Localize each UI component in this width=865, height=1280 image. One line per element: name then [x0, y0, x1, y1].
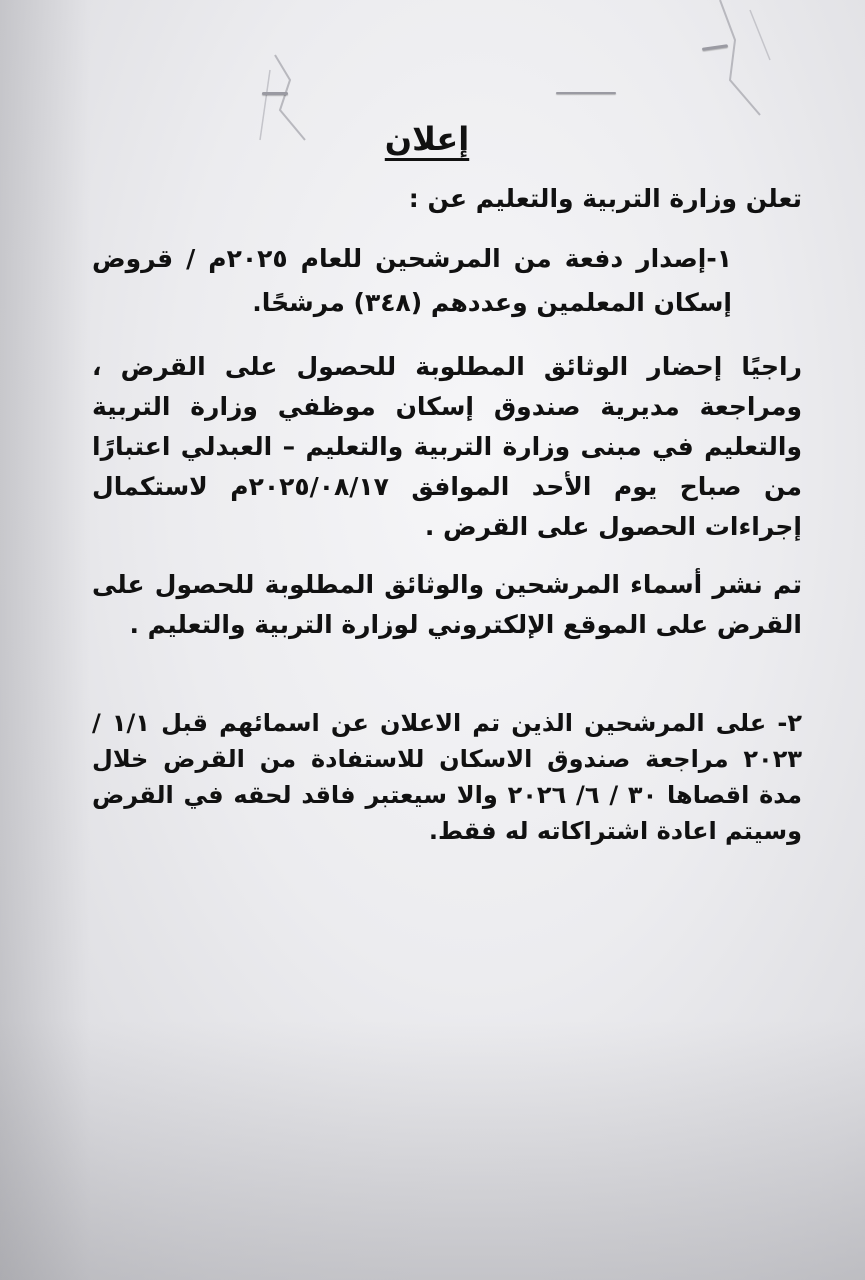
paper-shadow-bottom: [0, 1020, 865, 1280]
paper-tear-right-icon: [700, 0, 780, 120]
announcement-intro: تعلن وزارة التربية والتعليم عن :: [408, 184, 802, 213]
staple-mark-left: [262, 92, 288, 95]
announcement-paragraph-1: راجيًا إحضار الوثائق المطلوبة للحصول على القرض ، ومراجعة مديرية صندوق إسكان موظفي وزارة التربية والتعليم في مبنى وزارة التربية والتعليم – العبدلي اعتبارًا من صباح يوم الأحد الموافق ٢٠٢٥/٠٨/١٧م لاستكمال إجراءات الحصول على القرض .: [92, 352, 802, 541]
staple-mark-center: [556, 92, 616, 94]
announcement-title: إعلان: [384, 120, 470, 158]
announcement-item-2: ٢- على المرشحين الذين تم الاعلان عن اسمائهم قبل ١/١ /٢٠٢٣ مراجعة صندوق الاسكان للاستفادة من القرض خلال مدة اقصاها ٣٠ / ٦/ ٢٠٢٦ والا سيعتبر فاقد لحقه في القرض وسيتم اعادة اشتراكاته له فقط.: [92, 709, 803, 845]
announcement-paragraph-2: تم نشر أسماء المرشحين والوثائق المطلوبة للحصول على القرض على الموقع الإلكتروني لوزارة التربية والتعليم .: [92, 570, 802, 639]
announcement-document: [92, 120, 802, 849]
announcement-item-1: ١-إصدار دفعة من المرشحين للعام ٢٠٢٥م / قروض إسكان المعلمين وعددهم (٣٤٨) مرشحًا.: [92, 244, 732, 317]
